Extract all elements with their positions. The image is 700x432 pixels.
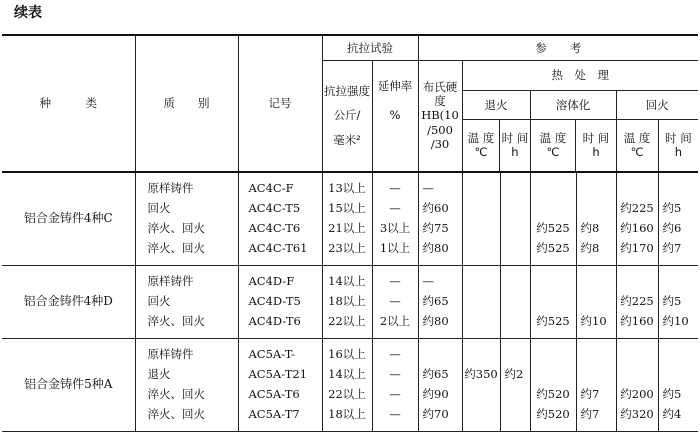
anneal-time-cell	[500, 312, 530, 339]
anneal-time-cell	[500, 265, 530, 292]
strength-cell: 16以上	[322, 338, 372, 365]
table-row	[2, 265, 698, 292]
anneal-temp-cell	[462, 405, 500, 432]
solution-temp-cell: 约520	[530, 385, 576, 405]
hardness-cell: 约80	[418, 312, 462, 339]
temper-time-cell	[658, 172, 698, 199]
symbol-cell: AC4D-T5	[238, 292, 322, 312]
elongation-cell: —	[372, 172, 418, 199]
anneal-time-cell	[500, 199, 530, 219]
solution-temp-cell	[530, 338, 576, 365]
elongation-cell: —	[372, 385, 418, 405]
solution-time-cell	[576, 199, 616, 219]
solution-temp-cell: 约525	[530, 312, 576, 339]
strength-cell: 21以上	[322, 219, 372, 239]
temper-time-cell: 约7	[658, 239, 698, 266]
alloy-name-cell: 铝合金铸件5种A	[2, 338, 135, 431]
anneal-time-cell	[500, 219, 530, 239]
grade-cell: 淬火、回火	[135, 312, 238, 339]
temper-time-cell: 约5	[662, 201, 682, 216]
strength-cell: 18以上	[322, 405, 372, 432]
alloy-name-cell: 铝合金铸件4种D	[2, 265, 135, 338]
hardness-cell: 约90	[418, 385, 462, 405]
grade-cell: 原样铸件	[135, 172, 238, 199]
solution-temp-cell	[530, 292, 576, 312]
anneal-temp-cell	[462, 385, 500, 405]
elongation-cell: —	[372, 405, 418, 432]
hardness-cell: 约75	[418, 219, 462, 239]
header-grade: 质 别	[135, 35, 238, 172]
symbol-cell: AC5A-T7	[238, 405, 322, 432]
symbol-cell: AC4D-T6	[238, 312, 322, 339]
symbol-cell: AC4C-F	[238, 172, 322, 199]
temper-temp-cell: 约225	[616, 199, 658, 219]
header-strength: 抗拉强度 公斤/ 毫米²	[322, 60, 372, 172]
strength-cell: 14以上	[322, 365, 372, 385]
header-solution: 溶体化 温 度 ℃ 时 间 h	[530, 90, 616, 172]
header-heat-treatment: 热 处 理	[462, 60, 698, 90]
temper-temp-cell	[616, 265, 658, 292]
grade-cell: 淬火、回火	[135, 405, 238, 432]
solution-time-cell	[576, 338, 616, 365]
solution-time-cell: 约8	[576, 219, 616, 239]
temper-temp-cell: 约320	[616, 405, 658, 432]
elongation-cell: 2以上	[372, 312, 418, 339]
anneal-temp-cell	[462, 199, 500, 219]
header-temper: 回火 温 度 ℃ 时 间 h	[616, 90, 698, 172]
anneal-temp-cell	[462, 239, 500, 266]
symbol-cell: AC5A-T21	[238, 365, 322, 385]
strength-cell: 22以上	[322, 385, 372, 405]
anneal-time-cell	[500, 292, 530, 312]
hardness-cell: 约60	[418, 199, 462, 219]
solution-time-cell: 约10	[576, 312, 616, 339]
header-kind: 种 类	[2, 35, 135, 172]
table-body	[2, 172, 698, 432]
symbol-cell: AC4D-F	[238, 265, 322, 292]
solution-temp-cell: 约525	[530, 219, 576, 239]
solution-temp-cell: 约520	[530, 405, 576, 432]
temper-temp-cell: 约225	[616, 292, 658, 312]
grade-cell: 淬火、回火	[135, 385, 238, 405]
temper-temp-cell: 约160	[616, 312, 658, 339]
elongation-cell: —	[372, 292, 418, 312]
symbol-cell: AC5A-T-	[238, 338, 322, 365]
grade-cell: 回火	[135, 292, 238, 312]
hardness-cell: 约65	[418, 365, 462, 385]
elongation-cell: —	[372, 199, 418, 219]
strength-cell: 23以上	[322, 239, 372, 266]
temper-temp-cell	[616, 365, 658, 385]
hardness-cell: 约80	[418, 239, 462, 266]
alloy-casting-table	[2, 34, 698, 432]
header-symbol: 记号	[238, 35, 322, 172]
anneal-temp-cell	[462, 265, 500, 292]
table-row	[2, 172, 698, 199]
hardness-cell: —	[418, 172, 462, 199]
symbol-cell: AC4C-T61	[238, 239, 322, 266]
strength-cell: 14以上	[322, 265, 372, 292]
strength-cell: 18以上	[322, 292, 372, 312]
header-anneal: 退火 温 度 ℃ 时 间 h	[462, 90, 530, 172]
anneal-time-cell	[500, 239, 530, 266]
elongation-cell: —	[372, 338, 418, 365]
solution-temp-cell: 约525	[530, 239, 576, 266]
grade-cell: 淬火、回火	[135, 219, 238, 239]
symbol-cell: AC4C-T6	[238, 219, 322, 239]
grade-cell: 回火	[135, 199, 238, 219]
temper-temp-cell: 约160	[616, 219, 658, 239]
hardness-cell	[418, 338, 462, 365]
anneal-temp-cell	[462, 312, 500, 339]
grade-cell: 退火	[135, 365, 238, 385]
temper-temp-cell: 约200	[616, 385, 658, 405]
anneal-temp-cell: 约350	[462, 365, 500, 385]
solution-temp-cell	[530, 172, 576, 199]
temper-time-cell: 约6	[662, 221, 682, 236]
table-row	[2, 338, 698, 365]
anneal-temp-cell	[462, 172, 500, 199]
temper-time-cell	[658, 365, 698, 385]
grade-cell: 原样铸件	[135, 265, 238, 292]
elongation-cell: 3以上	[372, 219, 418, 239]
strength-cell: 13以上	[322, 172, 372, 199]
header-hardness: 布氏硬 度 HB(10 /500 /30	[418, 60, 462, 172]
anneal-time-cell: 约2	[500, 365, 530, 385]
header-reference: 参 考	[418, 35, 698, 60]
anneal-time-cell	[500, 172, 530, 199]
temper-time-cell	[658, 338, 698, 365]
solution-time-cell: 约8	[576, 239, 616, 266]
elongation-cell: —	[372, 265, 418, 292]
solution-time-cell: 约7	[576, 385, 616, 405]
strength-cell: 15以上	[322, 199, 372, 219]
grade-cell: 淬火、回火	[135, 239, 238, 266]
temper-time-cell: 约4	[658, 405, 698, 432]
solution-temp-cell	[530, 365, 576, 385]
solution-time-cell	[576, 172, 616, 199]
table-caption: 续表	[14, 5, 42, 21]
solution-time-cell	[576, 265, 616, 292]
solution-time-cell: 约7	[576, 405, 616, 432]
temper-time-cell: 约5	[662, 294, 682, 309]
temper-time-cell	[658, 265, 698, 292]
temper-temp-cell: 约170	[616, 239, 658, 266]
solution-time-cell	[576, 292, 616, 312]
solution-time-cell	[576, 365, 616, 385]
header-tensile-group: 抗拉试验	[322, 35, 418, 60]
strength-cell: 22以上	[322, 312, 372, 339]
anneal-time-cell	[500, 385, 530, 405]
temper-temp-cell	[616, 172, 658, 199]
temper-time-cell: 约10	[658, 312, 698, 339]
symbol-cell: AC5A-T6	[238, 385, 322, 405]
anneal-time-cell	[500, 338, 530, 365]
elongation-cell: 1以上	[372, 239, 418, 266]
anneal-time-cell	[500, 405, 530, 432]
hardness-cell: 约65	[418, 292, 462, 312]
temper-temp-cell	[616, 338, 658, 365]
alloy-name-cell: 铝合金铸件4种C	[2, 172, 135, 266]
temper-time-cell: 约5	[662, 387, 682, 402]
anneal-temp-cell	[462, 292, 500, 312]
anneal-temp-cell	[462, 219, 500, 239]
elongation-cell: —	[372, 365, 418, 385]
hardness-cell: 约70	[418, 405, 462, 432]
symbol-cell: AC4C-T5	[238, 199, 322, 219]
anneal-temp-cell	[462, 338, 500, 365]
solution-temp-cell	[530, 199, 576, 219]
solution-temp-cell	[530, 265, 576, 292]
hardness-cell: —	[418, 265, 462, 292]
header-elongation: 延伸率 %	[372, 60, 418, 172]
grade-cell: 原样铸件	[135, 338, 238, 365]
